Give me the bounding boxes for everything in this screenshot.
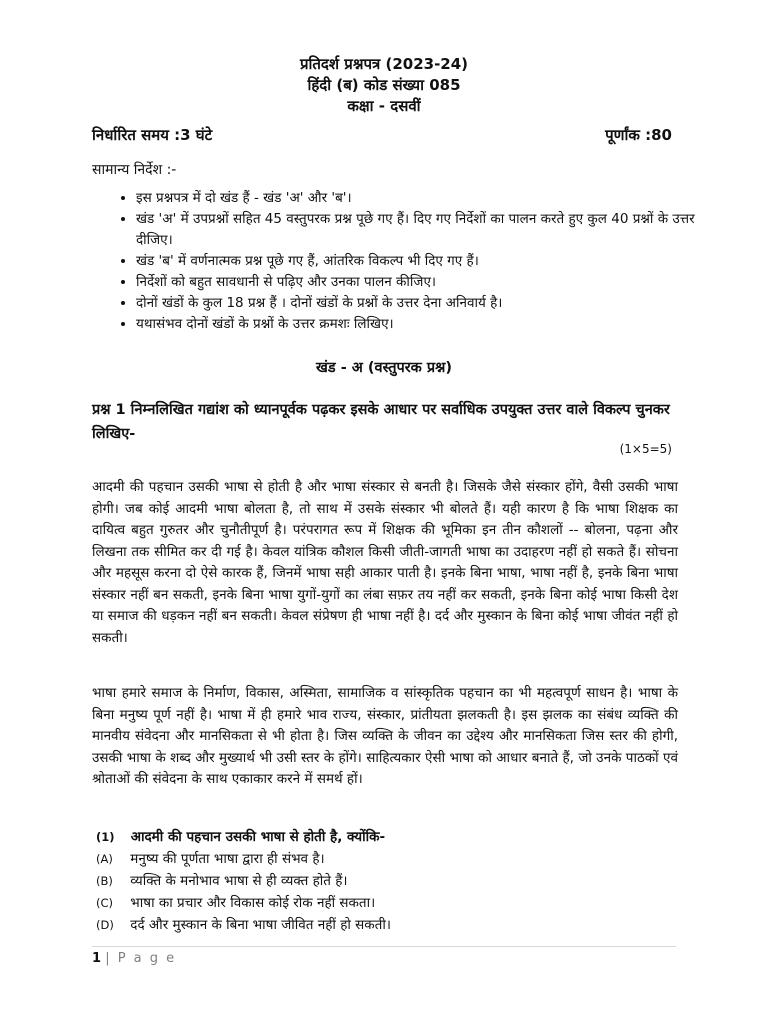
option-label: (C) <box>96 896 114 910</box>
section-title: खंड - अ (वस्तुपरक प्रश्न) <box>316 360 452 376</box>
header-title: प्रतिदर्श प्रश्नपत्र (2023-24) <box>299 55 469 73</box>
page-footer <box>92 951 176 966</box>
question-1-marks: (1×5=5) <box>619 442 672 456</box>
general-instructions-heading: सामान्य निर्देश :- <box>92 162 177 178</box>
option-c <box>96 892 676 914</box>
instruction-item: • खंड 'ब' में वर्णनात्मक प्रश्न पूछे गए हैं, आंतरिक विकल्प भी दिए गए हैं। <box>136 251 726 272</box>
sub-question-1 <box>96 826 676 936</box>
max-marks: पूर्णांक :80 <box>605 126 672 144</box>
option-text: मनुष्य की पूर्णता भाषा द्वारा ही संभव है। <box>130 851 325 867</box>
option-text: दर्द और मुस्कान के बिना भाषा जीवित नहीं हो सकती। <box>130 917 391 933</box>
instruction-item: • खंड 'अ' में उपप्रश्नों सहित 45 वस्तुपरक प्रश्न पूछे गए हैं। दिए गए निर्देशों का पालन करते हुए कुल 40 प्रश्नों के उत्तर दीजिए। <box>136 209 726 251</box>
option-label: (A) <box>96 852 113 866</box>
option-label: (B) <box>96 874 113 888</box>
instruction-item: • यथासंभव दोनों खंडों के प्रश्नों के उत्तर क्रमशः लिखिए। <box>136 314 726 335</box>
option-a <box>96 848 676 870</box>
instruction-item: • इस प्रश्नपत्र में दो खंड हैं - खंड 'अ' और 'ब'। <box>136 188 726 209</box>
passage-paragraph-1: आदमी की पहचान उसकी भाषा से होती है और भाषा संस्कार से बनती है। जिसके जैसे संस्कार होंगे, वैसी उसकी भाषा होगी। जब कोई आदमी भाषा बोलता है, तो साथ में उसके संस्कार भी बोलते हैं। यही कारण है कि भाषा शिक्षक का दायित्व बहुत गुरुतर और चुनौतीपूर्ण है। परंपरागत रूप में शिक्षक की भूमिका इन तीन कौशलों -- बोलना, पढ़ना और लिखना तक सीमित कर दी गई है। केवल यांत्रिक कौशल किसी जीती-जागती भाषा का उदाहरण नहीं हो सकते हैं। सोचना और महसूस करना दो ऐसे कारक हैं, जिनमें भाषा सही आकार पाती है। इनके बिना भाषा, भाषा नहीं है, इनके बिना भाषा संस्कार नहीं बन सकती, इनके बिना भाषा युगों-युगों का लंबा सफ़र तय नहीं कर सकती, इनके बिना कोई भाषा किसी देश या समाज की धड़कन नहीं बन सकती। केवल संप्रेषण ही भाषा नहीं है। दर्द और मुस्कान के बिना कोई भाषा जीवंत नहीं हो सकती। <box>92 479 678 646</box>
paper-header <box>0 54 768 117</box>
option-label: (D) <box>96 918 114 932</box>
option-d <box>96 914 676 936</box>
passage-paragraph-2: भाषा हमारे समाज के निर्माण, विकास, अस्मिता, सामाजिक व सांस्कृतिक पहचान का भी महत्वपूर्ण साधन है। भाषा के बिना मनुष्य पूर्ण नहीं है। भाषा में ही हमारे भाव राज्य, संस्कार, प्रांतीयता झलकती है। इस झलक का संबंध व्यक्ति की मानवीय संवेदना और मानसिकता से भी होता है। जिस व्यक्ति के जीवन का उद्देश्य और मानसिकता जिस स्तर की होगी, उसकी भाषा के शब्द और मुख्यार्थ भी उसी स्तर के होंगे। साहित्यकार ऐसी भाषा को आधार बनाते हैं, जो उनके पाठकों एवं श्रोताओं की संवेदना के साथ एकाकार करने में समर्थ हों। <box>92 685 678 787</box>
time-allowed: निर्धारित समय :3 घंटे <box>92 126 213 144</box>
question-1-text: प्रश्न 1 निम्नलिखित गद्यांश को ध्यानपूर्वक पढ़कर इसके आधार पर सर्वाधिक उपयुक्त उत्तर वाले विकल्प चुनकर लिखिए- <box>92 402 670 442</box>
header-class: कक्षा - दसवीं <box>347 97 421 115</box>
instructions-list <box>92 188 726 335</box>
header-subject: हिंदी (ब) कोड संख्या 085 <box>307 76 461 94</box>
option-text: व्यक्ति के मनोभाव भाषा से ही व्यक्त होते हैं। <box>130 873 348 889</box>
page-label: | P a g e <box>105 951 177 966</box>
page-number: 1 <box>92 951 102 966</box>
footer-divider <box>92 946 676 947</box>
option-b <box>96 870 676 892</box>
sub-question-number: (1) <box>96 830 115 844</box>
sub-question-stem <box>96 826 676 848</box>
option-text: भाषा का प्रचार और विकास कोई रोक नहीं सकता। <box>130 895 376 911</box>
instruction-item: • दोनों खंडों के कुल 18 प्रश्न हैं । दोनों खंडों के प्रश्नों के उत्तर देना अनिवार्य है। <box>136 293 726 314</box>
instruction-item: • निर्देशों को बहुत सावधानी से पढ़िए और उनका पालन कीजिए। <box>136 272 726 293</box>
sub-question-text: आदमी की पहचान उसकी भाषा से होती है, क्योंकि- <box>130 829 386 845</box>
